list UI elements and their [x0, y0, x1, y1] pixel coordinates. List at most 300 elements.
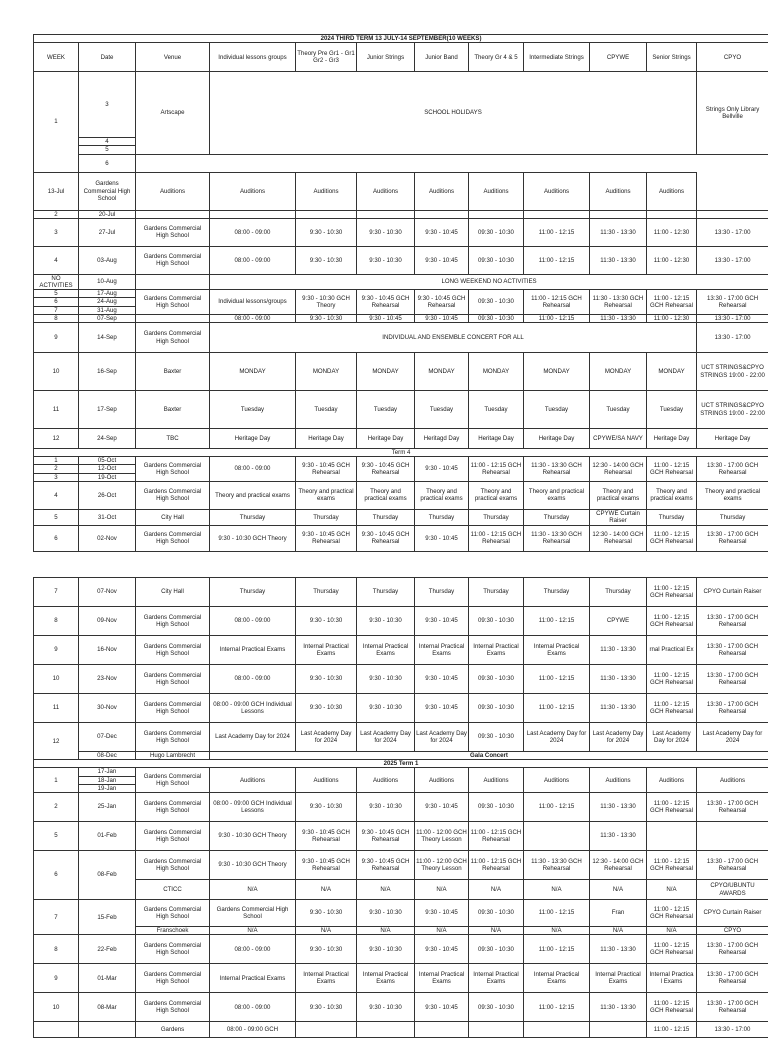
table-cell: 11:00 - 12:15 GCH Rehearsal [647, 993, 697, 1022]
table-cell: 9:30 - 10:45 [415, 607, 469, 636]
table-cell: Gardens Commercial High School [79, 172, 136, 210]
table-cell: 25-Jan [79, 793, 136, 822]
table-cell: City Hall [136, 509, 210, 525]
table-cell: Auditions [210, 768, 296, 793]
table-cell: 09:30 - 10:30 [469, 694, 524, 723]
table-cell: 9:30 - 10:45 [415, 525, 469, 551]
table-cell: 9:30 - 10:30 GCH Theory [210, 525, 296, 551]
table-cell: 19-Jan [79, 784, 136, 792]
table-cell: 11:00 - 12:15 GCH Rehearsal [647, 851, 697, 880]
table-cell: 9:30 - 10:45 [415, 314, 469, 322]
table-cell: Thursday [357, 509, 415, 525]
table-cell: 5 [34, 822, 79, 851]
table-cell: CPYO Curtain Raiser [697, 578, 768, 607]
table-cell: N/A [296, 880, 357, 900]
column-header: Intermediate Strings [524, 43, 590, 72]
table-cell: Heritage Day [296, 429, 357, 449]
table-cell: 11:30 - 13:30 [590, 665, 647, 694]
table-cell: UCT STRINGS&CPYO STRINGS 19:00 - 22:00 [697, 353, 768, 391]
table-cell: 9:30 - 10:45 [415, 218, 469, 246]
table-cell: SCHOOL HOLIDAYS [210, 72, 697, 154]
table-cell: 13:30 - 17:00 GCH Rehearsal [697, 525, 768, 551]
table-cell: Gardens Commercial High School [136, 665, 210, 694]
table-cell: Gardens Commercial High School [136, 636, 210, 665]
table-cell: Tuesday [357, 391, 415, 429]
table-cell: Auditions [524, 768, 590, 793]
table-cell: Internal Practical Exams [357, 964, 415, 993]
table-cell: 09:30 - 10:30 [469, 290, 524, 315]
table-cell: Theory and practical exams [210, 481, 296, 509]
table-row [34, 218, 768, 246]
table-cell: Gardens Commercial High School [136, 822, 210, 851]
table-cell: 11:30 - 13:30 GCH Rehearsal [590, 290, 647, 315]
table-cell: 08-Feb [79, 851, 136, 900]
table-cell: N/A [524, 880, 590, 900]
table-cell: 8 [34, 314, 79, 322]
table-cell: Auditions [210, 172, 296, 210]
table-cell: 9:30 - 10:30 [296, 694, 357, 723]
table-cell: Internal Practica l Exams [647, 964, 697, 993]
table-cell [296, 1022, 357, 1038]
table-cell: 6 [34, 298, 79, 306]
table-row [34, 172, 768, 210]
table-cell: 09:30 - 10:30 [469, 246, 524, 274]
table-cell: Auditions [415, 768, 469, 793]
table-cell: 12:30 - 14:00 GCH Rehearsal [590, 457, 647, 482]
table-cell: Franschoek [136, 927, 210, 935]
table-cell: 08-Dec [79, 752, 136, 760]
table-row [34, 72, 768, 138]
table-cell: 08-Mar [79, 993, 136, 1022]
table-cell: Auditions [469, 172, 524, 210]
table-cell: Theory and practical exams [524, 481, 590, 509]
table-cell: Theory and practical exams [647, 481, 697, 509]
table-cell: N/A [210, 927, 296, 935]
table-cell: Internal Practical Exams [469, 964, 524, 993]
table-row [34, 1022, 768, 1038]
table-cell: N/A [210, 880, 296, 900]
table-cell: Gardens Commercial High School [136, 246, 210, 274]
table-cell: 9:30 - 10:45 GCH Rehearsal [415, 290, 469, 315]
table-cell: MONDAY [296, 353, 357, 391]
table-cell: 9:30 - 10:30 [357, 246, 415, 274]
table-row [34, 993, 768, 1022]
table-cell: Internal Practical Exams [357, 636, 415, 665]
table-cell: Internal Practical Exams [296, 964, 357, 993]
table-cell: 9:30 - 10:45 GCH Rehearsal [357, 822, 415, 851]
term3-2024-schedule-table [33, 34, 768, 552]
table-cell: Internal Practical Exams [210, 964, 296, 993]
table-cell: CPYWE Curtain Raiser [590, 509, 647, 525]
table-cell: Auditions [469, 768, 524, 793]
table-cell [524, 1022, 590, 1038]
term4-2025-term1-schedule-table [33, 577, 768, 1038]
table-row [34, 880, 768, 900]
table-row [34, 290, 768, 298]
table-cell: Tuesday [415, 391, 469, 429]
table-cell: 13:30 - 17:00 GCH Rehearsal [697, 457, 768, 482]
table-cell: 11:00 - 12:15 GCH Rehearsal [647, 578, 697, 607]
table-cell: MONDAY [210, 353, 296, 391]
table-cell: N/A [647, 880, 697, 900]
table-cell: 9:30 - 10:45 [415, 694, 469, 723]
table-cell: 9 [34, 323, 79, 353]
table-cell: 1 [34, 457, 79, 465]
table-cell: 9:30 - 10:30 GCH Theory [210, 822, 296, 851]
table-cell: 07-Dec [79, 723, 136, 752]
table-cell: Last Academy Day for 2024 [415, 723, 469, 752]
table-cell: 9:30 - 10:45 [415, 665, 469, 694]
table-cell: Heritage Day [469, 429, 524, 449]
table-cell: MONDAY [357, 353, 415, 391]
table-row [34, 723, 768, 752]
table-cell: 11:30 - 13:30 [590, 218, 647, 246]
table-cell: rnal Practical Ex [647, 636, 697, 665]
table-cell: Auditions [590, 172, 647, 210]
table-cell: Internal Practical Exams [524, 636, 590, 665]
table-cell: 11:30 - 13:30 [590, 793, 647, 822]
table-cell: CPYO [697, 927, 768, 935]
table-row [34, 935, 768, 964]
table-cell: 09:30 - 10:30 [469, 607, 524, 636]
table-row [34, 246, 768, 274]
table-cell: 08:00 - 09:00 GCH Individual Lessons [210, 793, 296, 822]
table-cell: Gardens Commercial High School [136, 457, 210, 482]
table-cell: 13:30 - 17:00 [697, 218, 768, 246]
table-cell: Internal Practical Exams [524, 964, 590, 993]
table-cell: 22-Feb [79, 935, 136, 964]
table-cell [357, 210, 415, 218]
table-cell: 11:30 - 13:30 [590, 694, 647, 723]
column-header: Theory Pre Gr1 - Gr1 Gr2 - Gr3 [296, 43, 357, 72]
table-cell: 9:30 - 10:30 [296, 793, 357, 822]
table-cell [415, 1022, 469, 1038]
column-header: Junior Strings [357, 43, 415, 72]
table-cell: 9:30 - 10:45 [415, 993, 469, 1022]
table-cell: 13:30 - 17:00 GCH Rehearsal [697, 694, 768, 723]
schedule-title: 2024 THIRD TERM 13 JULY-14 SEPTEMBER(10 WEEKS) [34, 35, 768, 43]
table-cell: 9:30 - 10:30 [296, 900, 357, 927]
column-header: Individual lessons groups [210, 43, 296, 72]
table-cell: 31-Aug [79, 306, 136, 314]
table-cell: 17-Aug [79, 290, 136, 298]
table-cell: 11:00 - 12:15 [524, 665, 590, 694]
table-cell: NO ACTIVITIES [34, 274, 79, 289]
table-cell: 12:30 - 14:00 GCH Rehearsal [590, 525, 647, 551]
table-cell: 24-Aug [79, 298, 136, 306]
table-row [34, 154, 768, 172]
table-row [34, 457, 768, 465]
table-row [34, 481, 768, 509]
table-cell: 10-Aug [79, 274, 136, 289]
table-cell: CPYO/UBUNTU AWARDS [697, 880, 768, 900]
table-row [34, 694, 768, 723]
table-cell: Internal Practical Exams [415, 964, 469, 993]
table-cell: Last Academy Day for 2024 [296, 723, 357, 752]
table-cell [647, 822, 697, 851]
table-cell: 9:30 - 10:45 GCH Rehearsal [357, 851, 415, 880]
table-cell: 09:30 - 10:30 [469, 723, 524, 752]
table-cell: 11:30 - 13:30 [590, 822, 647, 851]
table-cell: 5 [34, 290, 79, 298]
table-cell: 9:30 - 10:45 GCH Rehearsal [296, 525, 357, 551]
table-cell: 2025 Term 1 [34, 760, 768, 768]
table-cell: 9:30 - 10:45 GCH Rehearsal [296, 851, 357, 880]
table-row [34, 822, 768, 851]
table-cell: 9:30 - 10:30 [357, 993, 415, 1022]
table-cell: Gardens Commercial High School [136, 218, 210, 246]
table-cell: 13:30 - 17:00 GCH Rehearsal [697, 851, 768, 880]
table-cell: 13:30 - 17:00 GCH Rehearsal [697, 935, 768, 964]
table-cell: 7 [34, 900, 79, 935]
table-cell: 2 [34, 793, 79, 822]
table-cell: 8 [34, 935, 79, 964]
column-header: WEEK [34, 43, 79, 72]
table-cell: 18-Jan [79, 776, 136, 784]
table-cell: 11:00 - 12:15 GCH Rehearsal [524, 290, 590, 315]
table-cell: 4 [34, 246, 79, 274]
table-cell: Internal Practical Exams [415, 636, 469, 665]
column-header: CPYO [697, 43, 768, 72]
table-cell: 9:30 - 10:30 [296, 218, 357, 246]
table-cell: 7 [34, 306, 79, 314]
table-cell: 12 [34, 429, 79, 449]
table-cell: Gardens Commercial High School [136, 290, 210, 315]
table-cell: 24-Sep [79, 429, 136, 449]
table-cell: 11:00 - 12:15 [524, 246, 590, 274]
term4-term1-schedule-sheet [33, 577, 768, 1038]
table-cell: 11:30 - 13:30 [590, 246, 647, 274]
table-cell: 11:00 - 12:15 GCH Rehearsal [469, 822, 524, 851]
table-row [34, 851, 768, 880]
table-cell: 08:00 - 09:00 [210, 457, 296, 482]
table-cell: 09:30 - 10:30 [469, 218, 524, 246]
table-cell: Theory and practical exams [590, 481, 647, 509]
table-row [34, 525, 768, 551]
table-cell: 19-Oct [79, 473, 136, 481]
table-cell: 9:30 - 10:30 [357, 665, 415, 694]
table-cell: Gardens Commercial High School [136, 993, 210, 1022]
table-cell: 26-Oct [79, 481, 136, 509]
table-cell [210, 210, 296, 218]
table-row [34, 314, 768, 322]
table-row [34, 665, 768, 694]
table-cell: Thursday [415, 509, 469, 525]
table-cell: N/A [415, 927, 469, 935]
table-cell: Auditions [647, 172, 697, 210]
table-cell: Gardens Commercial High School [136, 900, 210, 927]
table-cell: 13:30 - 17:00 GCH Rehearsal [697, 793, 768, 822]
table-cell: 4 [34, 481, 79, 509]
table-cell: 11:30 - 13:30 GCH Rehearsal [524, 851, 590, 880]
table-cell: 07-Sep [79, 314, 136, 322]
table-cell: N/A [357, 927, 415, 935]
table-cell: 11:00 - 12:15 [524, 607, 590, 636]
column-header: Venue [136, 43, 210, 72]
table-cell: 5 [34, 509, 79, 525]
table-cell: 9:30 - 10:45 [415, 793, 469, 822]
table-cell: Tuesday [647, 391, 697, 429]
table-cell: 11:00 - 12:15 [524, 218, 590, 246]
table-cell: Tuesday [524, 391, 590, 429]
table-cell: 9:30 - 10:45 GCH Rehearsal [357, 525, 415, 551]
table-cell: Thursday [469, 578, 524, 607]
table-cell: 12:30 - 14:00 GCH Rehearsal [590, 851, 647, 880]
table-cell: 11:00 - 12:30 [647, 314, 697, 322]
table-cell: 11:00 - 12:15 [524, 314, 590, 322]
table-cell: Theory and practical exams [357, 481, 415, 509]
table-cell: 09:30 - 10:30 [469, 993, 524, 1022]
table-cell: CPYWE/SA NAVY [590, 429, 647, 449]
table-cell: Tuesday [590, 391, 647, 429]
table-cell: Fran [590, 900, 647, 927]
table-cell: Tuesday [210, 391, 296, 429]
table-cell: 9:30 - 10:45 [415, 900, 469, 927]
table-cell: Internal Practical Exams [469, 636, 524, 665]
table-cell: N/A [524, 927, 590, 935]
table-cell [697, 822, 768, 851]
table-cell: 9:30 - 10:30 [296, 665, 357, 694]
table-cell: 11:00 - 12:15 [524, 900, 590, 927]
table-cell: 13:30 - 17:00 GCH Rehearsal [697, 964, 768, 993]
table-row [34, 353, 768, 391]
table-row [34, 449, 768, 457]
table-cell: 08:00 - 09:00 [210, 665, 296, 694]
table-cell: 11:00 - 12:30 [647, 218, 697, 246]
table-cell: 9:30 - 10:45 GCH Rehearsal [296, 457, 357, 482]
table-cell: Theory and practical exams [415, 481, 469, 509]
table-cell: Gardens Commercial High School [136, 768, 210, 793]
table-cell [590, 1022, 647, 1038]
table-cell: 09:30 - 10:30 [469, 793, 524, 822]
table-cell: 08:00 - 09:00 GCH Individual Lessons [210, 694, 296, 723]
table-cell: 13:30 - 17:00 GCH Rehearsal [697, 636, 768, 665]
table-cell: Tuesday [469, 391, 524, 429]
table-cell: 13:30 - 17:00 GCH Rehearsal [697, 993, 768, 1022]
table-cell: N/A [469, 880, 524, 900]
table-cell: 6 [79, 154, 136, 172]
table-cell: 11:00 - 12:00 GCH Theory Lesson [415, 851, 469, 880]
table-cell: LONG WEEKEND NO ACTIVITIES [210, 274, 768, 289]
table-cell: UCT STRINGS&CPYO STRINGS 19:00 - 22:00 [697, 391, 768, 429]
table-cell: 10 [34, 993, 79, 1022]
table-row [34, 509, 768, 525]
table-cell: Gardens Commercial High School [136, 525, 210, 551]
table-cell: 11:30 - 13:30 GCH Rehearsal [524, 525, 590, 551]
column-header: Theory Gr 4 & 5 [469, 43, 524, 72]
table-cell: 9 [34, 636, 79, 665]
table-cell: Last Academy Day for 2024 [590, 723, 647, 752]
table-cell: 23-Nov [79, 665, 136, 694]
table-cell: 09:30 - 10:30 [469, 665, 524, 694]
table-cell: 9:30 - 10:30 GCH Theory [296, 290, 357, 315]
table-cell [469, 1022, 524, 1038]
table-cell: 9:30 - 10:45 [357, 314, 415, 322]
table-cell: N/A [590, 927, 647, 935]
table-cell: 27-Jul [79, 218, 136, 246]
table-cell: N/A [590, 880, 647, 900]
table-cell: 9 [34, 964, 79, 993]
table-cell: 9:30 - 10:45 GCH Rehearsal [296, 822, 357, 851]
table-cell: Internal Practical Exams [590, 964, 647, 993]
table-cell: Heritage Day [647, 429, 697, 449]
table-row [34, 323, 768, 353]
table-cell: 11:00 - 12:15 GCH Rehearsal [647, 607, 697, 636]
table-cell: Gardens Commercial High School [136, 481, 210, 509]
table-cell: 5 [79, 146, 136, 154]
table-cell: Thursday [469, 509, 524, 525]
table-cell [590, 210, 647, 218]
table-cell: Gardens Commercial High School [136, 323, 210, 353]
table-cell: 16-Nov [79, 636, 136, 665]
column-header: Senior Strings [647, 43, 697, 72]
table-cell: CPYWE [590, 607, 647, 636]
table-cell: 1 [34, 768, 79, 793]
table-cell: Gardens Commercial High School [210, 900, 296, 927]
table-cell: 13-Jul [34, 172, 79, 210]
table-cell: 11:00 - 12:30 [647, 246, 697, 274]
table-cell: 9:30 - 10:30 GCH Theory [210, 851, 296, 880]
table-cell: Auditions [357, 768, 415, 793]
table-cell: 02-Nov [79, 525, 136, 551]
table-cell: 10 [34, 665, 79, 694]
table-cell: 08:00 - 09:00 [210, 246, 296, 274]
table-cell: 11:00 - 12:15 GCH Rehearsal [647, 793, 697, 822]
table-cell: Gardens Commercial High School [136, 723, 210, 752]
table-cell [415, 210, 469, 218]
table-cell: Artscape [136, 72, 210, 154]
table-cell [136, 314, 210, 322]
table-cell: 10 [34, 353, 79, 391]
table-cell: 09-Nov [79, 607, 136, 636]
table-cell: 11:30 - 13:30 [590, 314, 647, 322]
table-cell: Theory and practical exams [697, 481, 768, 509]
table-cell: Auditions [296, 172, 357, 210]
table-cell: 11:00 - 12:15 GCH Rehearsal [647, 935, 697, 964]
table-cell: Thursday [697, 509, 768, 525]
table-cell: Last Academy Day for 2024 [647, 723, 697, 752]
table-cell [136, 274, 210, 289]
table-cell: Internal Practical Exams [210, 636, 296, 665]
table-cell: TBC [136, 429, 210, 449]
table-cell: 11:30 - 13:30 [590, 993, 647, 1022]
table-cell: 01-Mar [79, 964, 136, 993]
table-cell: Baxter [136, 353, 210, 391]
table-cell: MONDAY [647, 353, 697, 391]
table-cell: Last Academy Day for 2024 [357, 723, 415, 752]
table-cell: Auditions [524, 172, 590, 210]
table-cell: Gardens Commercial High School [136, 964, 210, 993]
table-cell [469, 210, 524, 218]
table-cell: Tuesday [296, 391, 357, 429]
table-cell: 9:30 - 10:45 [415, 935, 469, 964]
table-cell: MONDAY [524, 353, 590, 391]
table-cell: 9:30 - 10:30 [357, 607, 415, 636]
table-cell: 17-Jan [79, 768, 136, 776]
table-cell: Auditions [415, 172, 469, 210]
column-header-row [34, 43, 768, 72]
table-cell: 11:00 - 12:15 GCH Rehearsal [469, 457, 524, 482]
table-cell: 12-Oct [79, 465, 136, 473]
table-cell: 16-Sep [79, 353, 136, 391]
table-cell: Thursday [210, 509, 296, 525]
table-cell: 11:00 - 12:15 GCH Rehearsal [647, 457, 697, 482]
table-cell: 6 [34, 851, 79, 900]
table-cell: Gardens Commercial High School [136, 851, 210, 880]
table-cell: 11:30 - 13:30 [590, 935, 647, 964]
table-cell: 9:30 - 10:30 [357, 935, 415, 964]
table-cell: Theory and practical exams [469, 481, 524, 509]
